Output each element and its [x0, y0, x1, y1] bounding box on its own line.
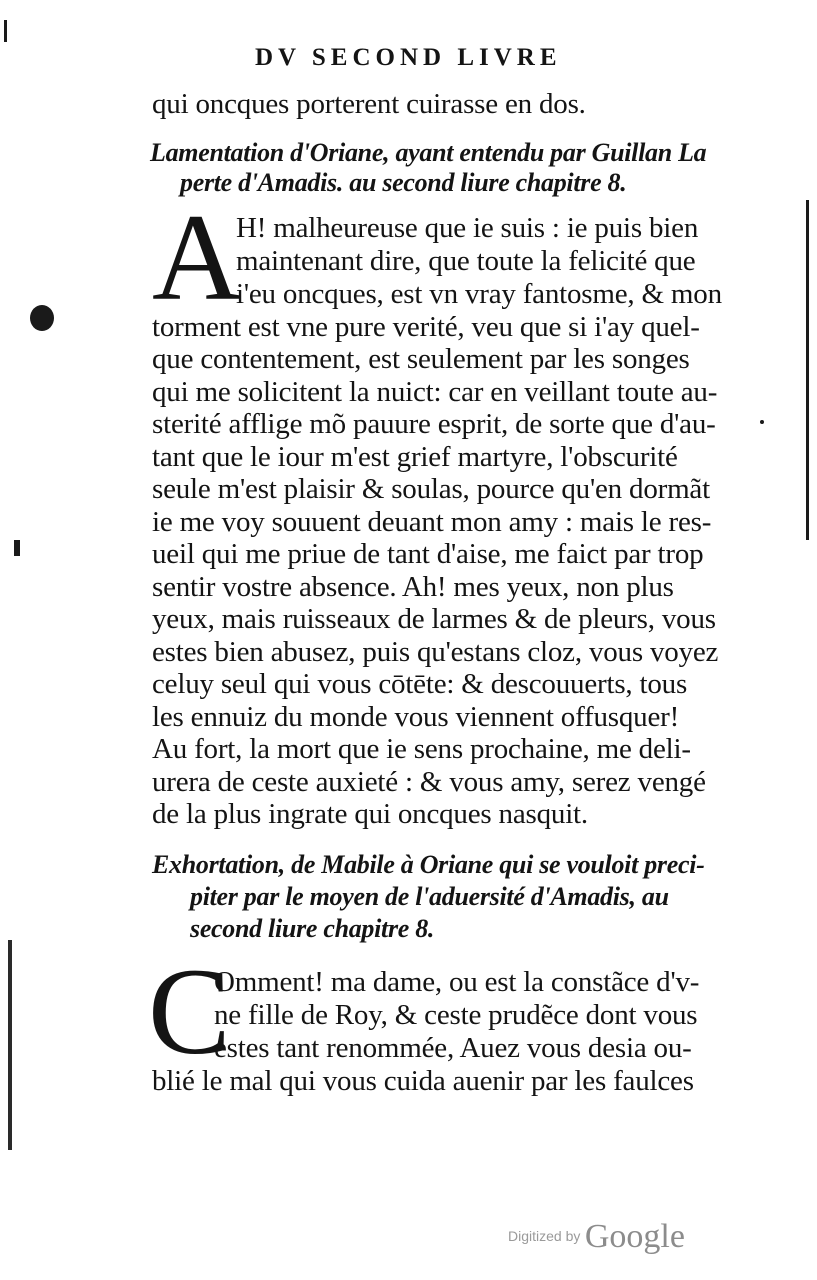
section1-line: les ennuiz du monde vous viennent offusquer! — [152, 701, 680, 733]
section1-line: estes bien abusez, puis qu'estans cloz, vous voyez — [152, 636, 719, 668]
section2-line: estes tant renommée, Auez vous desia ou- — [214, 1032, 692, 1064]
section1-line: celuy seul qui vous cōtēte: & descouuerts, tous — [152, 668, 688, 700]
section1-dropcap: A — [152, 189, 242, 326]
section2-heading-line-2: piter par le moyen de l'aduersité d'Amadis, au — [190, 882, 669, 911]
section1-line: seule m'est plaisir & soulas, pource qu'en dormãt — [152, 473, 710, 505]
section1-line: i'eu oncques, est vn vray fantosme, & mon — [236, 278, 722, 310]
section2-dropcap: C — [148, 943, 231, 1080]
section1-line: torment est vne pure verité, veu que si i'ay quel- — [152, 311, 700, 343]
running-head: DV SECOND LIVRE — [255, 44, 562, 71]
section1-line: sentir vostre absence. Ah! mes yeux, non plus — [152, 571, 674, 603]
page-edge-line — [806, 200, 809, 540]
section1-line: ueil qui me priue de tant d'aise, me faict par trop — [152, 538, 704, 570]
margin-mark — [14, 540, 20, 556]
section2-heading-line-3: second liure chapitre 8. — [190, 914, 435, 943]
section1-heading-line-1: Lamentation d'Oriane, ayant entendu par Guillan La — [150, 138, 707, 167]
section1-line: que contentement, est seulement par les songes — [152, 343, 690, 375]
section1-line: de la plus ingrate qui oncques nasquit. — [152, 798, 588, 830]
section2-line: Omment! ma dame, ou est la constãce d'v- — [214, 966, 700, 998]
section1-line: tant que le iour m'est grief martyre, l'obscurité — [152, 441, 678, 473]
ink-dot — [760, 420, 764, 424]
section1-line: qui me solicitent la nuict: car en veillant toute au- — [152, 376, 718, 408]
first-line: qui oncques porterent cuirasse en dos. — [152, 88, 586, 120]
section1-line: H! malheureuse que ie suis : ie puis bien — [236, 212, 699, 244]
google-logo: Google — [584, 1218, 685, 1255]
section1-line: urera de ceste auxieté : & vous amy, serez vengé — [152, 766, 706, 798]
section2-heading-line-1: Exhortation, de Mabile à Oriane qui se vouloit preci- — [152, 850, 705, 879]
section1-heading-line-2: perte d'Amadis. au second liure chapitre 8. — [180, 168, 627, 197]
margin-mark — [4, 20, 7, 42]
section2-line: ne fille de Roy, & ceste prudẽce dont vous — [214, 999, 698, 1031]
watermark-prefix: Digitized by — [508, 1228, 581, 1244]
section1-line: sterité afflige mõ pauure esprit, de sorte que d'au- — [152, 408, 716, 440]
page-edge-line-left — [8, 940, 12, 1150]
section1-line: yeux, mais ruisseaux de larmes & de pleurs, vous — [152, 603, 716, 635]
section2-line: blié le mal qui vous cuida auenir par les faulces — [152, 1065, 694, 1097]
digitized-watermark — [508, 1218, 685, 1256]
section1-line: ie me voy souuent deuant mon amy : mais le res- — [152, 506, 712, 538]
section1-line: maintenant dire, que toute la felicité que — [236, 245, 696, 277]
section1-line: Au fort, la mort que ie sens prochaine, me deli- — [152, 733, 691, 765]
ink-blot — [30, 305, 54, 331]
